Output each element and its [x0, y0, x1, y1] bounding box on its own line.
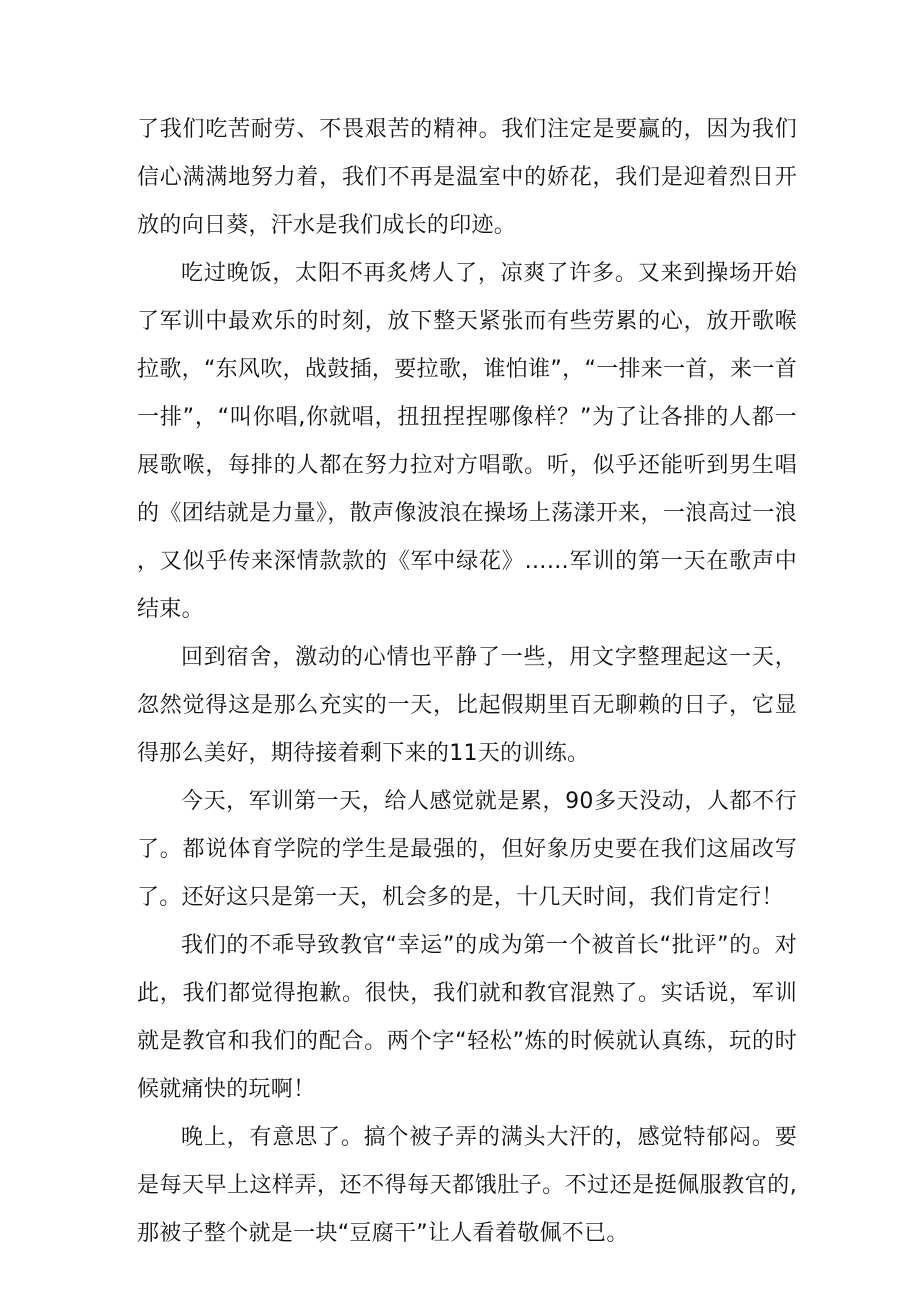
paragraph-first-day: 今天，军训第一天，给人感觉就是累，90多天没动，人都不行了。都说体育学院的学生是最强的，但好象历史要在我们这届改写了。还好这只是第一天，机会多的是，十几天时间，我们肯定行！	[137, 789, 797, 910]
document-body	[137, 106, 797, 1258]
paragraph-continued: 了我们吃苦耐劳、不畏艰苦的精神。我们注定是要赢的，因为我们信心满满地努力着，我们不再是温室中的娇花，我们是迎着烈日开放的向日葵，汗水是我们成长的印迹。	[137, 117, 797, 238]
paragraph-instructor: 我们的不乖导致教官“幸运”的成为第一个被首长“批评”的。对此，我们都觉得抱歉。很快，我们就和教官混熟了。实话说，军训就是教官和我们的配合。两个字“轻松”炼的时候就认真练，玩的时候就痛快的玩啊！	[137, 933, 797, 1102]
paragraph-evening-singing: 吃过晚饭，太阳不再炙烤人了，凉爽了许多。又来到操场开始了军训中最欢乐的时刻，放下整天紧张而有些劳累的心，放开歌喉拉歌，“东风吹，战鼓插，要拉歌，谁怕谁”，“一排来一首，来一首一排”，“叫你唱,你就唱，扭扭捏捏哪像样？”为了让各排的人都一展歌喉，每排的人都在努力拉对方唱歌。听，似乎还能听到男生唱的《团结就是力量》，散声像波浪在操场上荡漾开来，一浪高过一浪，又似乎传来深情款款的《军中绿花》……军训的第一天在歌声中结束。	[137, 261, 797, 622]
paragraph-back-to-dorm: 回到宿舍，激动的心情也平静了一些，用文字整理起这一天，忽然觉得这是那么充实的一天，比起假期里百无聊赖的日子，它显得那么美好，期待接着剩下来的11天的训练。	[137, 645, 797, 766]
paragraph-evening-quilt: 晚上，有意思了。搞个被子弄的满头大汗的，感觉特郁闷。要是每天早上这样弄，还不得每天都饿肚子。不过还是挺佩服教官的,那被子整个就是一块“豆腐干”让人看着敬佩不已。	[137, 1125, 797, 1246]
